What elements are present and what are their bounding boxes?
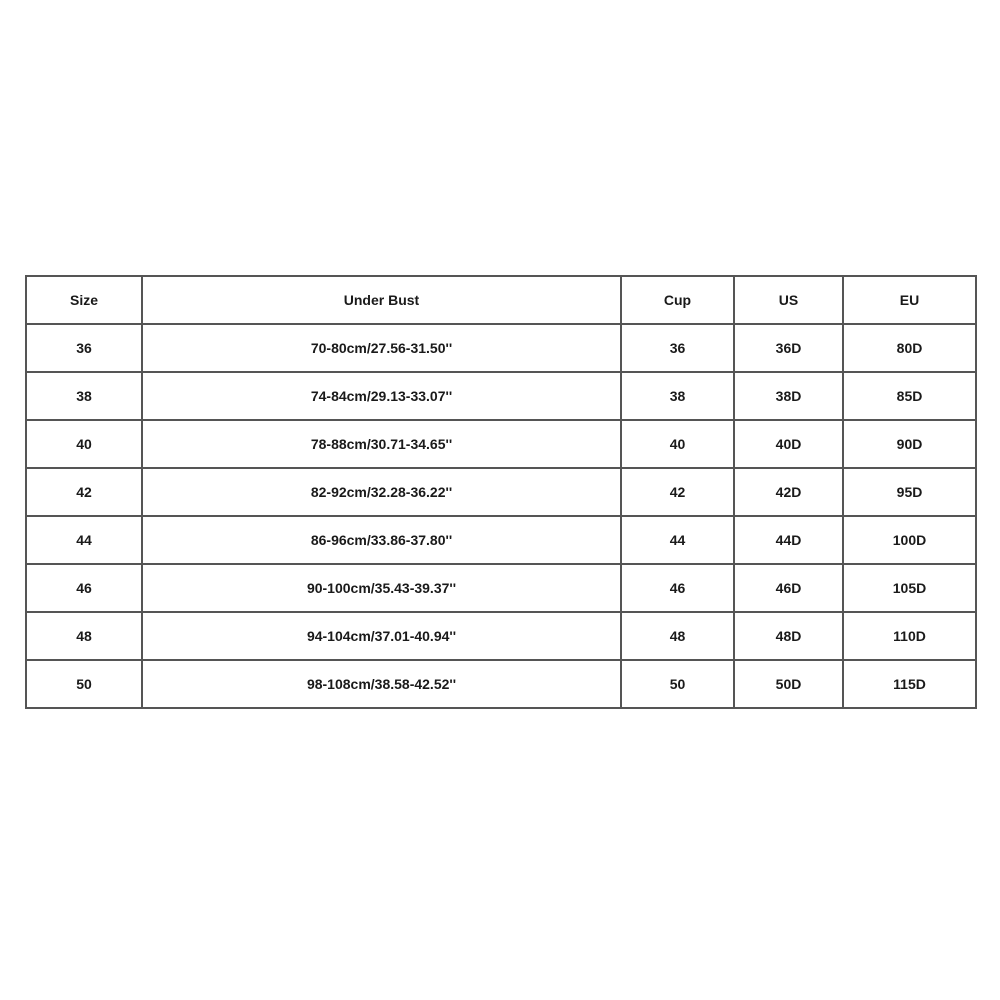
- cell-cup: 48: [621, 612, 734, 660]
- cell-under-bust: 98-108cm/38.58-42.52'': [142, 660, 621, 708]
- cell-us: 38D: [734, 372, 843, 420]
- cell-size: 44: [26, 516, 142, 564]
- cell-us: 50D: [734, 660, 843, 708]
- cell-cup: 40: [621, 420, 734, 468]
- cell-cup: 38: [621, 372, 734, 420]
- cell-size: 48: [26, 612, 142, 660]
- cell-us: 48D: [734, 612, 843, 660]
- table-header-row: [26, 276, 976, 324]
- table-row: [26, 468, 976, 516]
- cell-under-bust: 94-104cm/37.01-40.94'': [142, 612, 621, 660]
- header-us: US: [734, 276, 843, 324]
- cell-size: 38: [26, 372, 142, 420]
- cell-cup: 46: [621, 564, 734, 612]
- header-eu: EU: [843, 276, 976, 324]
- table-row: [26, 660, 976, 708]
- cell-under-bust: 74-84cm/29.13-33.07'': [142, 372, 621, 420]
- cell-under-bust: 90-100cm/35.43-39.37'': [142, 564, 621, 612]
- cell-cup: 50: [621, 660, 734, 708]
- table-row: [26, 564, 976, 612]
- cell-cup: 44: [621, 516, 734, 564]
- cell-eu: 95D: [843, 468, 976, 516]
- cell-under-bust: 86-96cm/33.86-37.80'': [142, 516, 621, 564]
- cell-under-bust: 78-88cm/30.71-34.65'': [142, 420, 621, 468]
- cell-under-bust: 82-92cm/32.28-36.22'': [142, 468, 621, 516]
- cell-eu: 105D: [843, 564, 976, 612]
- cell-size: 40: [26, 420, 142, 468]
- header-under-bust: Under Bust: [142, 276, 621, 324]
- cell-eu: 110D: [843, 612, 976, 660]
- cell-eu: 115D: [843, 660, 976, 708]
- cell-cup: 42: [621, 468, 734, 516]
- cell-eu: 100D: [843, 516, 976, 564]
- cell-us: 46D: [734, 564, 843, 612]
- cell-eu: 90D: [843, 420, 976, 468]
- table-row: [26, 612, 976, 660]
- cell-size: 36: [26, 324, 142, 372]
- cell-us: 36D: [734, 324, 843, 372]
- header-cup: Cup: [621, 276, 734, 324]
- cell-eu: 80D: [843, 324, 976, 372]
- table-row: [26, 372, 976, 420]
- cell-cup: 36: [621, 324, 734, 372]
- header-size: Size: [26, 276, 142, 324]
- cell-us: 42D: [734, 468, 843, 516]
- cell-us: 44D: [734, 516, 843, 564]
- cell-under-bust: 70-80cm/27.56-31.50'': [142, 324, 621, 372]
- table-row: [26, 324, 976, 372]
- cell-size: 42: [26, 468, 142, 516]
- cell-size: 46: [26, 564, 142, 612]
- cell-size: 50: [26, 660, 142, 708]
- size-chart-table: [25, 275, 977, 709]
- cell-eu: 85D: [843, 372, 976, 420]
- table-row: [26, 420, 976, 468]
- cell-us: 40D: [734, 420, 843, 468]
- table-row: [26, 516, 976, 564]
